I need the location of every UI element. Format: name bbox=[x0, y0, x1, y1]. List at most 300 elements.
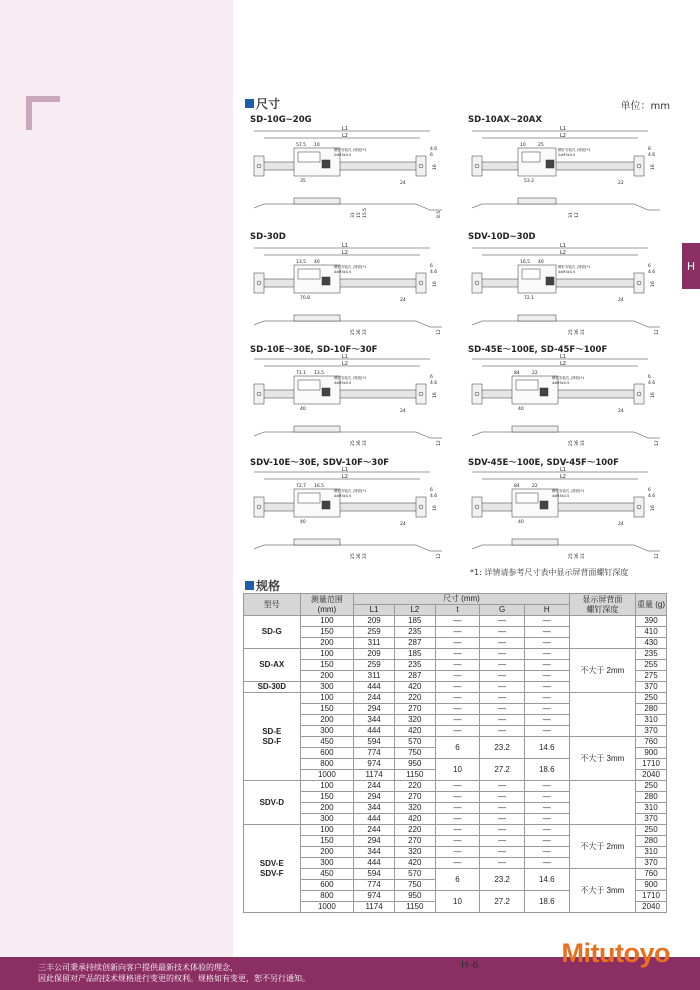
cell-range: 150 bbox=[300, 792, 354, 803]
cell-l1: 444 bbox=[354, 682, 395, 693]
cell-range: 100 bbox=[300, 693, 354, 704]
cell-h: — bbox=[524, 715, 569, 726]
label-l2: L2 bbox=[560, 250, 566, 256]
output-connector-icon bbox=[546, 160, 554, 168]
footnote: *1: 详情请参考尺寸表中显示屏背面螺钉深度 bbox=[470, 568, 629, 577]
label-l2: L2 bbox=[560, 361, 566, 367]
dim-value: 36 bbox=[575, 329, 580, 335]
cell-g: — bbox=[480, 814, 525, 825]
dim-value: 8.5 bbox=[437, 210, 442, 218]
cell-h: — bbox=[524, 682, 569, 693]
cell-weight: 370 bbox=[636, 682, 667, 693]
cell-t: — bbox=[435, 781, 480, 792]
dim-value: 13.5 bbox=[296, 260, 307, 265]
drawing-title-7: SDV-10E～30E, SDV-10F～30F bbox=[250, 458, 390, 468]
output-connector-icon bbox=[322, 277, 330, 285]
scale-rail bbox=[478, 279, 638, 287]
cell-l2: 185 bbox=[394, 649, 435, 660]
cell-weight: 1710 bbox=[636, 891, 667, 902]
dim-value: 24 bbox=[400, 181, 406, 186]
dim-value: 33 bbox=[581, 440, 586, 446]
thread-note: 螺钉安装孔 (背面)*1 bbox=[334, 376, 367, 380]
dim-value: 10 bbox=[520, 143, 526, 148]
end-block-right bbox=[634, 497, 644, 517]
cell-h: 18.6 bbox=[524, 891, 569, 913]
dim-value: 22 bbox=[618, 181, 624, 186]
cell-l1: 974 bbox=[354, 759, 395, 770]
section-square-icon bbox=[245, 99, 254, 108]
end-block-left bbox=[254, 384, 264, 404]
cell-l1: 294 bbox=[354, 704, 395, 715]
drawing-title-2: SD-10AX~20AX bbox=[468, 115, 542, 125]
table-row bbox=[244, 869, 667, 880]
thread-note: 螺钉安装孔 (背面)*1 bbox=[334, 265, 367, 269]
dim-value: 4.6 bbox=[430, 147, 438, 152]
lcd-window bbox=[298, 493, 320, 503]
cell-model: SD-AX bbox=[244, 649, 301, 682]
cell-weight: 250 bbox=[636, 693, 667, 704]
cell-h: — bbox=[524, 858, 569, 869]
cell-range: 800 bbox=[300, 759, 354, 770]
cell-l2: 1150 bbox=[394, 770, 435, 781]
cell-g: — bbox=[480, 836, 525, 847]
side-view-bracket bbox=[254, 204, 442, 210]
dim-value: 15.5 bbox=[363, 207, 368, 218]
cell-h: 18.6 bbox=[524, 759, 569, 781]
cell-l1: 1174 bbox=[354, 902, 395, 913]
cell-l2: 950 bbox=[394, 759, 435, 770]
cell-l2: 750 bbox=[394, 748, 435, 759]
cell-l1: 344 bbox=[354, 803, 395, 814]
dimension-drawing-5 bbox=[250, 354, 448, 454]
dim-value: 16 bbox=[433, 505, 438, 511]
drawing-title-5: SD-10E～30E, SD-10F～30F bbox=[250, 345, 378, 355]
cell-weight: 280 bbox=[636, 836, 667, 847]
dim-value: 24 bbox=[400, 298, 406, 303]
cell-screw-depth: 不大于 3mm bbox=[569, 737, 635, 781]
end-block-right bbox=[634, 273, 644, 293]
dim-value: 25 bbox=[538, 143, 544, 148]
dim-value: 4.6 bbox=[648, 153, 656, 158]
cell-t: — bbox=[435, 858, 480, 869]
cell-range: 100 bbox=[300, 616, 354, 627]
dim-value: 25 bbox=[569, 553, 574, 559]
cell-t: — bbox=[435, 638, 480, 649]
cell-l1: 244 bbox=[354, 693, 395, 704]
dim-value: 33 bbox=[363, 440, 368, 446]
drawing-title-6: SD-45E～100E, SD-45F～100F bbox=[468, 345, 608, 355]
dim-value: 12 bbox=[655, 440, 660, 446]
dimension-drawing-4 bbox=[468, 243, 666, 343]
dim-value: 16 bbox=[433, 164, 438, 170]
dimension-drawing-1 bbox=[250, 126, 448, 226]
corner-bracket-decoration bbox=[26, 96, 60, 130]
cell-h: 14.6 bbox=[524, 737, 569, 759]
cell-h: 14.6 bbox=[524, 869, 569, 891]
cell-weight: 255 bbox=[636, 660, 667, 671]
dim-value: 12 bbox=[575, 212, 580, 218]
cell-range: 1000 bbox=[300, 770, 354, 781]
cell-screw-depth: 不大于 2mm bbox=[569, 825, 635, 869]
dim-value: 33 bbox=[581, 329, 586, 335]
dim-value: 12 bbox=[437, 329, 442, 335]
cell-l1: 294 bbox=[354, 792, 395, 803]
cell-screw-depth: 不大于 2mm bbox=[569, 649, 635, 693]
dim-value: 84 bbox=[514, 484, 520, 489]
cell-l2: 270 bbox=[394, 836, 435, 847]
cell-l2: 287 bbox=[394, 638, 435, 649]
cell-g: — bbox=[480, 847, 525, 858]
cell-weight: 760 bbox=[636, 869, 667, 880]
dim-value: 16 bbox=[433, 392, 438, 398]
th-h: H bbox=[524, 605, 569, 616]
side-view-bracket bbox=[254, 545, 442, 551]
cell-range: 100 bbox=[300, 649, 354, 660]
drawing-title-3: SD-30D bbox=[250, 232, 286, 242]
cell-model: SD-30D bbox=[244, 682, 301, 693]
cell-l2: 320 bbox=[394, 847, 435, 858]
label-l2: L2 bbox=[342, 361, 348, 367]
cell-l1: 311 bbox=[354, 638, 395, 649]
cell-range: 1000 bbox=[300, 902, 354, 913]
side-panel bbox=[0, 0, 233, 990]
dim-value: 6 bbox=[648, 375, 651, 380]
output-connector-icon bbox=[322, 501, 330, 509]
thread-note: 螺钉安装孔 (背面)*1 bbox=[552, 489, 585, 493]
thread-spec: 2xM3x0.5 bbox=[334, 153, 352, 157]
cell-h: — bbox=[524, 781, 569, 792]
cell-l1: 774 bbox=[354, 748, 395, 759]
thread-note: 螺钉安装孔 (背面)*1 bbox=[558, 265, 591, 269]
label-l1: L1 bbox=[560, 243, 566, 249]
cell-l2: 270 bbox=[394, 792, 435, 803]
side-view-unit bbox=[294, 539, 340, 545]
cell-l2: 420 bbox=[394, 814, 435, 825]
cell-g: — bbox=[480, 704, 525, 715]
cell-h: — bbox=[524, 847, 569, 858]
side-view-bracket bbox=[254, 321, 442, 327]
dim-value: 6 bbox=[648, 147, 651, 152]
cell-t: — bbox=[435, 792, 480, 803]
dim-value: 25 bbox=[351, 440, 356, 446]
cell-l2: 420 bbox=[394, 726, 435, 737]
cell-range: 600 bbox=[300, 748, 354, 759]
label-l1: L1 bbox=[342, 354, 348, 360]
cell-l1: 594 bbox=[354, 869, 395, 880]
dim-value: 16 bbox=[651, 164, 656, 170]
end-block-right bbox=[416, 384, 426, 404]
side-view-unit bbox=[294, 315, 340, 321]
dim-value: 12 bbox=[437, 553, 442, 559]
end-block-left bbox=[472, 273, 482, 293]
dim-value: 71.1 bbox=[296, 371, 307, 376]
thread-spec: 4xM3x0.5 bbox=[552, 494, 570, 498]
end-block-left bbox=[472, 156, 482, 176]
cell-weight: 235 bbox=[636, 649, 667, 660]
th-range: 测量范围 (mm) bbox=[300, 594, 354, 616]
dim-value: 6 bbox=[648, 264, 651, 269]
page-number: H-6 bbox=[461, 960, 479, 971]
lcd-window bbox=[298, 152, 320, 162]
table-row bbox=[244, 649, 667, 660]
cell-l2: 570 bbox=[394, 869, 435, 880]
cell-weight: 2040 bbox=[636, 902, 667, 913]
th-l1: L1 bbox=[354, 605, 395, 616]
cell-range: 300 bbox=[300, 726, 354, 737]
th-l2: L2 bbox=[394, 605, 435, 616]
cell-t: — bbox=[435, 693, 480, 704]
cell-g: — bbox=[480, 693, 525, 704]
cell-h: — bbox=[524, 671, 569, 682]
cell-l2: 420 bbox=[394, 858, 435, 869]
cell-l1: 294 bbox=[354, 836, 395, 847]
dim-value: 72.1 bbox=[524, 296, 535, 301]
thread-spec: 4xM3x0.5 bbox=[334, 270, 352, 274]
label-l2: L2 bbox=[342, 250, 348, 256]
section-tab-h[interactable]: H bbox=[682, 243, 700, 289]
cell-g: 27.2 bbox=[480, 759, 525, 781]
cell-weight: 900 bbox=[636, 748, 667, 759]
dim-value: 4.6 bbox=[648, 381, 656, 386]
dim-value: 4.6 bbox=[430, 270, 438, 275]
end-block-left bbox=[254, 273, 264, 293]
cell-weight: 1710 bbox=[636, 759, 667, 770]
lcd-window bbox=[522, 269, 540, 279]
side-view-unit bbox=[512, 539, 558, 545]
cell-l2: 950 bbox=[394, 891, 435, 902]
dim-value: 16 bbox=[651, 281, 656, 287]
drawing-title-4: SDV-10D~30D bbox=[468, 232, 536, 242]
side-view-unit bbox=[518, 198, 556, 204]
thread-spec: 2xM3x0.5 bbox=[558, 153, 576, 157]
dim-value: 6 bbox=[648, 488, 651, 493]
label-l1: L1 bbox=[342, 243, 348, 249]
cell-h: — bbox=[524, 638, 569, 649]
unit-label: 单位：mm bbox=[620, 101, 670, 112]
dim-value: 25 bbox=[569, 329, 574, 335]
dim-value: 6 bbox=[430, 264, 433, 269]
cell-l1: 244 bbox=[354, 781, 395, 792]
cell-range: 200 bbox=[300, 847, 354, 858]
side-view-bracket bbox=[472, 545, 660, 551]
dim-value: 4.6 bbox=[430, 494, 438, 499]
thread-note: 螺钉安装孔 (背面)*1 bbox=[334, 489, 367, 493]
label-l1: L1 bbox=[342, 467, 348, 473]
cell-h: — bbox=[524, 792, 569, 803]
cell-g: — bbox=[480, 715, 525, 726]
label-l2: L2 bbox=[342, 133, 348, 139]
cell-t: — bbox=[435, 847, 480, 858]
end-block-left bbox=[254, 156, 264, 176]
dim-value: 40 bbox=[518, 407, 524, 412]
footer-disclaimer: 三丰公司秉承持续创新向客户提供最新技术体验的理念， 因此保留对产品的技术规格进行变更的权利。规格如有变更，恕不另行通知。 bbox=[38, 963, 310, 983]
dim-value: 16.5 bbox=[314, 484, 325, 489]
cell-g: — bbox=[480, 671, 525, 682]
cell-t: — bbox=[435, 682, 480, 693]
dim-value: 16 bbox=[433, 281, 438, 287]
dim-value: 25 bbox=[569, 440, 574, 446]
cell-l1: 259 bbox=[354, 627, 395, 638]
thread-note: 螺钉安装孔 (背面)*1 bbox=[334, 148, 367, 152]
cell-t: — bbox=[435, 704, 480, 715]
th-model: 型号 bbox=[244, 594, 301, 616]
drawing-title-1: SD-10G~20G bbox=[250, 115, 312, 125]
dim-value: 36 bbox=[357, 553, 362, 559]
dim-value: 31 bbox=[351, 212, 356, 218]
cell-l2: 320 bbox=[394, 715, 435, 726]
dim-value: 12 bbox=[655, 329, 660, 335]
cell-l1: 444 bbox=[354, 726, 395, 737]
dim-value: 53.2 bbox=[524, 179, 535, 184]
output-connector-icon bbox=[540, 388, 548, 396]
dim-value: 40 bbox=[300, 520, 306, 525]
dim-value: 4.6 bbox=[430, 381, 438, 386]
label-l1: L1 bbox=[342, 126, 348, 132]
cell-range: 200 bbox=[300, 638, 354, 649]
cell-t: 6 bbox=[435, 869, 480, 891]
cell-l1: 259 bbox=[354, 660, 395, 671]
dim-value: 24 bbox=[400, 409, 406, 414]
table-row bbox=[244, 693, 667, 704]
cell-range: 450 bbox=[300, 869, 354, 880]
cell-l1: 1174 bbox=[354, 770, 395, 781]
cell-l2: 750 bbox=[394, 880, 435, 891]
section-square-icon bbox=[245, 581, 254, 590]
th-g: G bbox=[480, 605, 525, 616]
cell-g: 27.2 bbox=[480, 891, 525, 913]
cell-h: — bbox=[524, 836, 569, 847]
cell-range: 150 bbox=[300, 660, 354, 671]
cell-range: 300 bbox=[300, 682, 354, 693]
cell-h: — bbox=[524, 704, 569, 715]
cell-g: — bbox=[480, 616, 525, 627]
spec-table bbox=[243, 593, 667, 913]
cell-g: — bbox=[480, 858, 525, 869]
cell-l2: 220 bbox=[394, 781, 435, 792]
cell-l1: 209 bbox=[354, 616, 395, 627]
end-block-right bbox=[416, 273, 426, 293]
drawing-title-8: SDV-45E～100E, SDV-45F～100F bbox=[468, 458, 619, 468]
cell-h: — bbox=[524, 825, 569, 836]
cell-t: — bbox=[435, 814, 480, 825]
cell-weight: 390 bbox=[636, 616, 667, 627]
section-title-dimensions: 尺寸 bbox=[245, 95, 280, 112]
th-weight: 重量 (g) bbox=[636, 594, 667, 616]
cell-l2: 287 bbox=[394, 671, 435, 682]
cell-h: — bbox=[524, 726, 569, 737]
cell-l1: 594 bbox=[354, 737, 395, 748]
cell-t: 10 bbox=[435, 759, 480, 781]
dim-value: 33 bbox=[581, 553, 586, 559]
lcd-window bbox=[298, 380, 320, 390]
cell-model: SDV-D bbox=[244, 781, 301, 825]
dim-value: 40 bbox=[314, 260, 320, 265]
cell-l2: 1150 bbox=[394, 902, 435, 913]
mitutoyo-logo: Mitutoyo bbox=[561, 938, 670, 968]
dim-value: 4.6 bbox=[648, 494, 656, 499]
cell-l2: 185 bbox=[394, 616, 435, 627]
dim-value: 12 bbox=[437, 440, 442, 446]
dim-value: 12 bbox=[655, 553, 660, 559]
cell-weight: 310 bbox=[636, 803, 667, 814]
scale-rail bbox=[478, 162, 638, 170]
cell-weight: 430 bbox=[636, 638, 667, 649]
cell-screw-depth bbox=[569, 781, 635, 825]
cell-g: — bbox=[480, 803, 525, 814]
cell-range: 200 bbox=[300, 715, 354, 726]
dim-value: 31 bbox=[569, 212, 574, 218]
thread-note: 螺钉安装孔 (背面)*1 bbox=[552, 376, 585, 380]
cell-range: 200 bbox=[300, 671, 354, 682]
dim-value: 33 bbox=[363, 329, 368, 335]
dim-value: 36 bbox=[575, 440, 580, 446]
cell-l1: 444 bbox=[354, 858, 395, 869]
cell-l2: 420 bbox=[394, 682, 435, 693]
cell-model: SD-G bbox=[244, 616, 301, 649]
cell-screw-depth bbox=[569, 616, 635, 649]
cell-range: 200 bbox=[300, 803, 354, 814]
side-view-bracket bbox=[472, 204, 660, 210]
cell-g: 23.2 bbox=[480, 737, 525, 759]
cell-g: — bbox=[480, 649, 525, 660]
cell-t: — bbox=[435, 715, 480, 726]
cell-model: SD-E SD-F bbox=[244, 693, 301, 781]
dim-value: 16.5 bbox=[520, 260, 531, 265]
cell-g: — bbox=[480, 627, 525, 638]
cell-l2: 320 bbox=[394, 803, 435, 814]
cell-l1: 209 bbox=[354, 649, 395, 660]
cell-weight: 250 bbox=[636, 825, 667, 836]
cell-l1: 311 bbox=[354, 671, 395, 682]
cell-g: — bbox=[480, 726, 525, 737]
dim-value: 16 bbox=[651, 392, 656, 398]
dimension-drawing-8 bbox=[468, 467, 666, 567]
cell-g: — bbox=[480, 825, 525, 836]
thread-spec: 4xM3x0.5 bbox=[552, 381, 570, 385]
dimension-drawing-3 bbox=[250, 243, 448, 343]
dim-value: 10 bbox=[314, 143, 320, 148]
cell-h: — bbox=[524, 627, 569, 638]
cell-weight: 370 bbox=[636, 726, 667, 737]
side-view-bracket bbox=[254, 432, 442, 438]
dim-value: 84 bbox=[514, 371, 520, 376]
cell-h: — bbox=[524, 616, 569, 627]
dim-value: 6 bbox=[430, 488, 433, 493]
output-connector-icon bbox=[322, 388, 330, 396]
cell-t: — bbox=[435, 825, 480, 836]
cell-l2: 235 bbox=[394, 660, 435, 671]
cell-range: 100 bbox=[300, 825, 354, 836]
cell-t: — bbox=[435, 616, 480, 627]
dim-value: 24 bbox=[400, 522, 406, 527]
dim-value: 36 bbox=[575, 553, 580, 559]
dim-value: 25 bbox=[351, 329, 356, 335]
th-screw-depth: 显示屏背面 螺钉深度 bbox=[569, 594, 635, 616]
dim-value: 13.5 bbox=[314, 371, 325, 376]
cell-weight: 275 bbox=[636, 671, 667, 682]
output-connector-icon bbox=[546, 277, 554, 285]
cell-l1: 974 bbox=[354, 891, 395, 902]
cell-l1: 344 bbox=[354, 847, 395, 858]
label-l2: L2 bbox=[560, 133, 566, 139]
dim-value: 22 bbox=[532, 484, 538, 489]
cell-g: — bbox=[480, 792, 525, 803]
thread-spec: 4xM3x0.5 bbox=[334, 494, 352, 498]
cell-h: — bbox=[524, 660, 569, 671]
lcd-window bbox=[522, 152, 540, 162]
cell-g: — bbox=[480, 781, 525, 792]
cell-weight: 280 bbox=[636, 792, 667, 803]
